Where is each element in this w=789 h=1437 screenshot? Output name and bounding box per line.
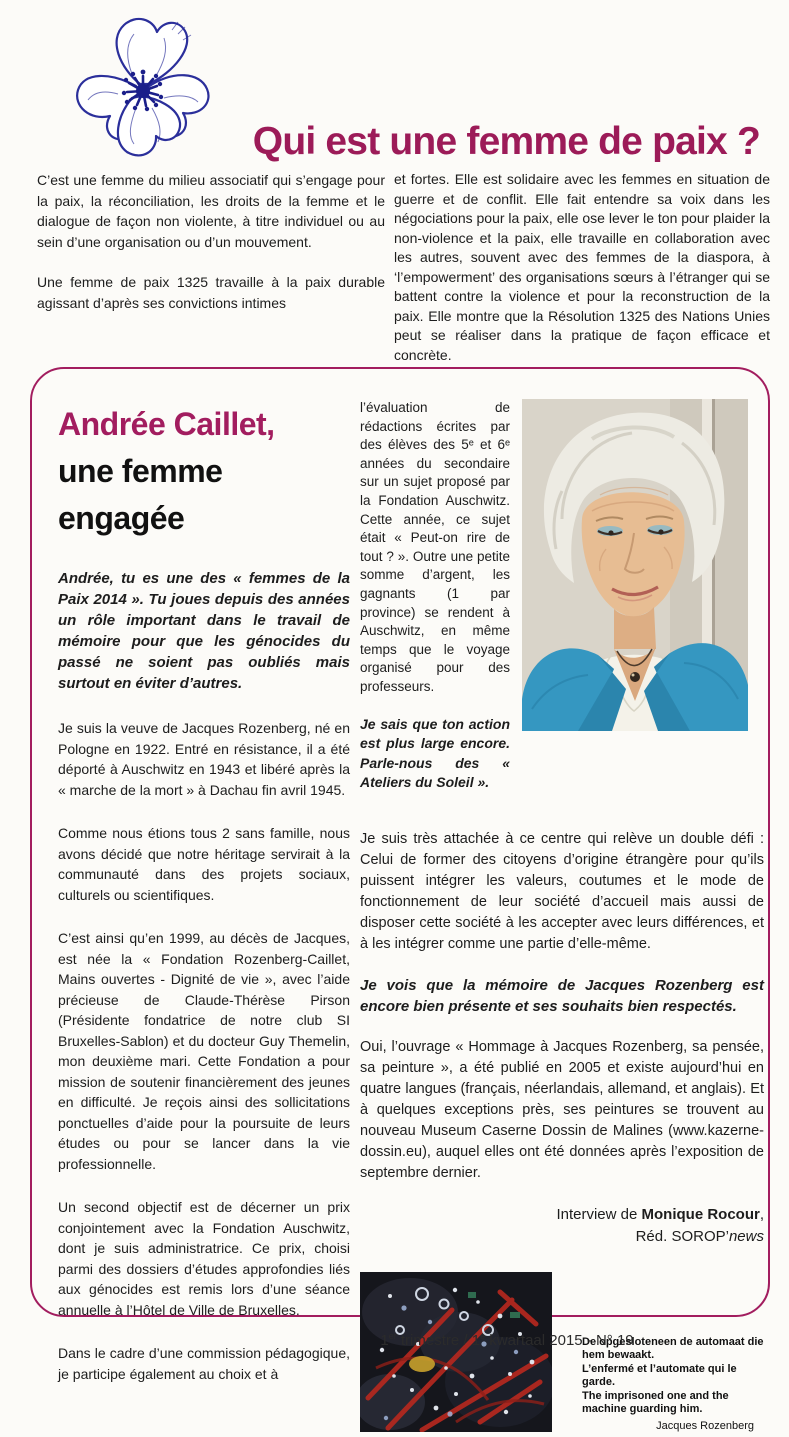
credit-line2-italic: news bbox=[728, 1227, 764, 1245]
article-paragraph: Dans le cadre d’une commission pédagogique, je participe également au choix et à bbox=[58, 1345, 350, 1382]
interview-question: Je vois que la mémoire de Jacques Rozenberg est encore bien présente et ses souhaits bien respectés. bbox=[360, 976, 764, 1015]
intro-section bbox=[37, 170, 770, 385]
article-paragraph: C’est ainsi qu’en 1999, au décès de Jacques, est née la « Fondation Rozenberg-Caillet, Mains ouvertes - Dignité de vie », avec l’aide précieuse de Claude-Thérèse Pirson (Présidente fondatrice de notre club SI Bruxelles-Sablon) et du docteur Guy Themelin, mon deuxième mari. Cette Fondation a pour mission de soutenir financièrement des jeunes en difficulté. Je reçois ainsi des sollicitations ponctuelles d’aide pour la poursuite de leurs études ou pour se lancer dans la vie professionnelle. bbox=[58, 930, 350, 1172]
footer-sup: e bbox=[480, 1331, 486, 1341]
painting-row bbox=[360, 1272, 764, 1434]
intro-right-column bbox=[394, 170, 770, 385]
caption-dutch: De opgesloteneen de automaat die hem bewaakt. bbox=[582, 1335, 764, 1361]
intro-paragraph: Une femme de paix 1325 travaille à la paix durable agissant d’après ses convictions intimes bbox=[37, 274, 385, 311]
article-title-accent: Andrée Caillet, bbox=[58, 406, 275, 442]
article-paragraph: Je suis la veuve de Jacques Rozenberg, né en Pologne en 1922. Entré en résistance, il a été déporté à Auschwitz en 1943 et libéré après la « marche de la mort » à Dachau fin avril 1945. bbox=[58, 720, 350, 798]
intro-paragraph: C’est une femme du milieu associatif qui s’engage pour la paix, la réconciliation, les droits de la femme et le dialogue de façon non violente, à titre individuel ou au sein d’une organisation ou d’un mouvement. bbox=[37, 172, 385, 250]
page-footer bbox=[0, 1332, 789, 1349]
portrait-photo bbox=[522, 399, 748, 731]
intro-left-column bbox=[37, 170, 385, 385]
interview-question: Je sais que ton action est plus large encore. Parle-nous des « Ateliers du Soleil ». bbox=[360, 715, 510, 790]
interview-question: Andrée, tu es une des « femmes de la Paix 2014 ». Tu joues depuis des années un rôle important dans le travail de mémoire pour que les génocides du passé ne soient pas oubliés mais surtout en éviter d’autres. bbox=[58, 570, 350, 692]
footer-text: 1 bbox=[380, 1332, 389, 1349]
article-paragraph: Un second objectif est de décerner un prix conjointement avec la Fondation Auschwitz, dont je suis administratrice. Ce prix, choisi parmi des dossiers d’études approfondies liés aux génocides est remis lors d’une séance annuelle à l’Hôtel de Ville de Bruxelles. bbox=[58, 1199, 350, 1318]
flower-ink-illustration-icon bbox=[52, 10, 234, 168]
caption-english: The imprisoned one and the machine guarding him. bbox=[582, 1389, 729, 1415]
credit-prefix: Interview de bbox=[556, 1205, 642, 1223]
caption-french: L’enfermé et l’automate qui le garde. bbox=[582, 1362, 737, 1388]
footer-text: kwartaal 2015 - N° 19 bbox=[485, 1332, 634, 1349]
abstract-painting-image bbox=[360, 1272, 552, 1432]
intro-paragraph: et fortes. Elle est solidaire avec les femmes en situation de guerre et de conflit. Elle fait entendre sa voix dans les négociations pour la paix, elle ose lever le ton pour plaider la non-violence et la paix, elle travaille en collaboration avec les autres, souvent avec des femmes de la diaspora, à ‘l’empowerment’ des organisations sœurs à l’étranger qui se battent contre la violence et pour la reconstruction de la paix. Elle montre que la Résolution 1325 des Nations Unies peut se réaliser dans la pratique de façon efficace et concrète. bbox=[394, 171, 770, 363]
article-paragraph: Oui, l’ouvrage « Hommage à Jacques Rozenberg, sa pensée, sa peinture », a été publié en 2005 et existe aujourd’hui en quatre langues (français, néerlandais, allemand, et anglais). Et à quelques exceptions près, ses peintures se trouvent au nouveau Museum Caserne Dossin de Malines (www.kazerne-dossin.eu), auquel elles ont été données après l’exposition de septembre dernier. bbox=[360, 1038, 764, 1181]
interview-credit bbox=[360, 1204, 764, 1248]
article-paragraph: l’évaluation de rédactions écrites par des élèves des 5ᵉ et 6ᵉ années du secondaire sur un sujet proposé par la Fondation Auschwitz. Cette année, ce sujet était « Peut-on rire de tout ? ». Outre une petite somme d’argent, les gagnants (1 par province) se rendent à Auschwitz, en même temps que le voyage organisé pour des professeurs. bbox=[360, 400, 510, 694]
painting-caption bbox=[582, 1336, 764, 1434]
page-title: Qui est une femme de paix ? bbox=[252, 120, 760, 164]
credit-line2: Réd. SOROP’ bbox=[635, 1227, 729, 1245]
caption-artist: Jacques Rozenberg bbox=[656, 1419, 754, 1432]
article-left-column bbox=[58, 399, 350, 1382]
credit-name: Monique Rocour bbox=[641, 1205, 760, 1223]
article-title-rest: une femme engagée bbox=[58, 453, 223, 536]
footer-sup: er bbox=[388, 1331, 397, 1341]
footer-text: trimestre / 1 bbox=[396, 1332, 481, 1349]
credit-suffix: , bbox=[759, 1205, 764, 1223]
article-title bbox=[58, 401, 350, 542]
article-paragraph: Je suis très attachée à ce centre qui relève un double défi : Celui de former des citoyens d’origine étrangère pour qu’ils puissent intégrer les valeurs, coutumes et le mode de fonctionnement de leur société d’accueil mais aussi de disposer cette société à les accepter avec leurs différences, et à les intégrer comme une partie d’elle-même. bbox=[360, 830, 764, 952]
article-paragraph: Comme nous étions tous 2 sans famille, nous avons décidé que notre héritage servirait à la communauté dans des projets sociaux, culturels ou scientifiques. bbox=[58, 825, 350, 903]
article-narrow-column bbox=[360, 399, 510, 813]
